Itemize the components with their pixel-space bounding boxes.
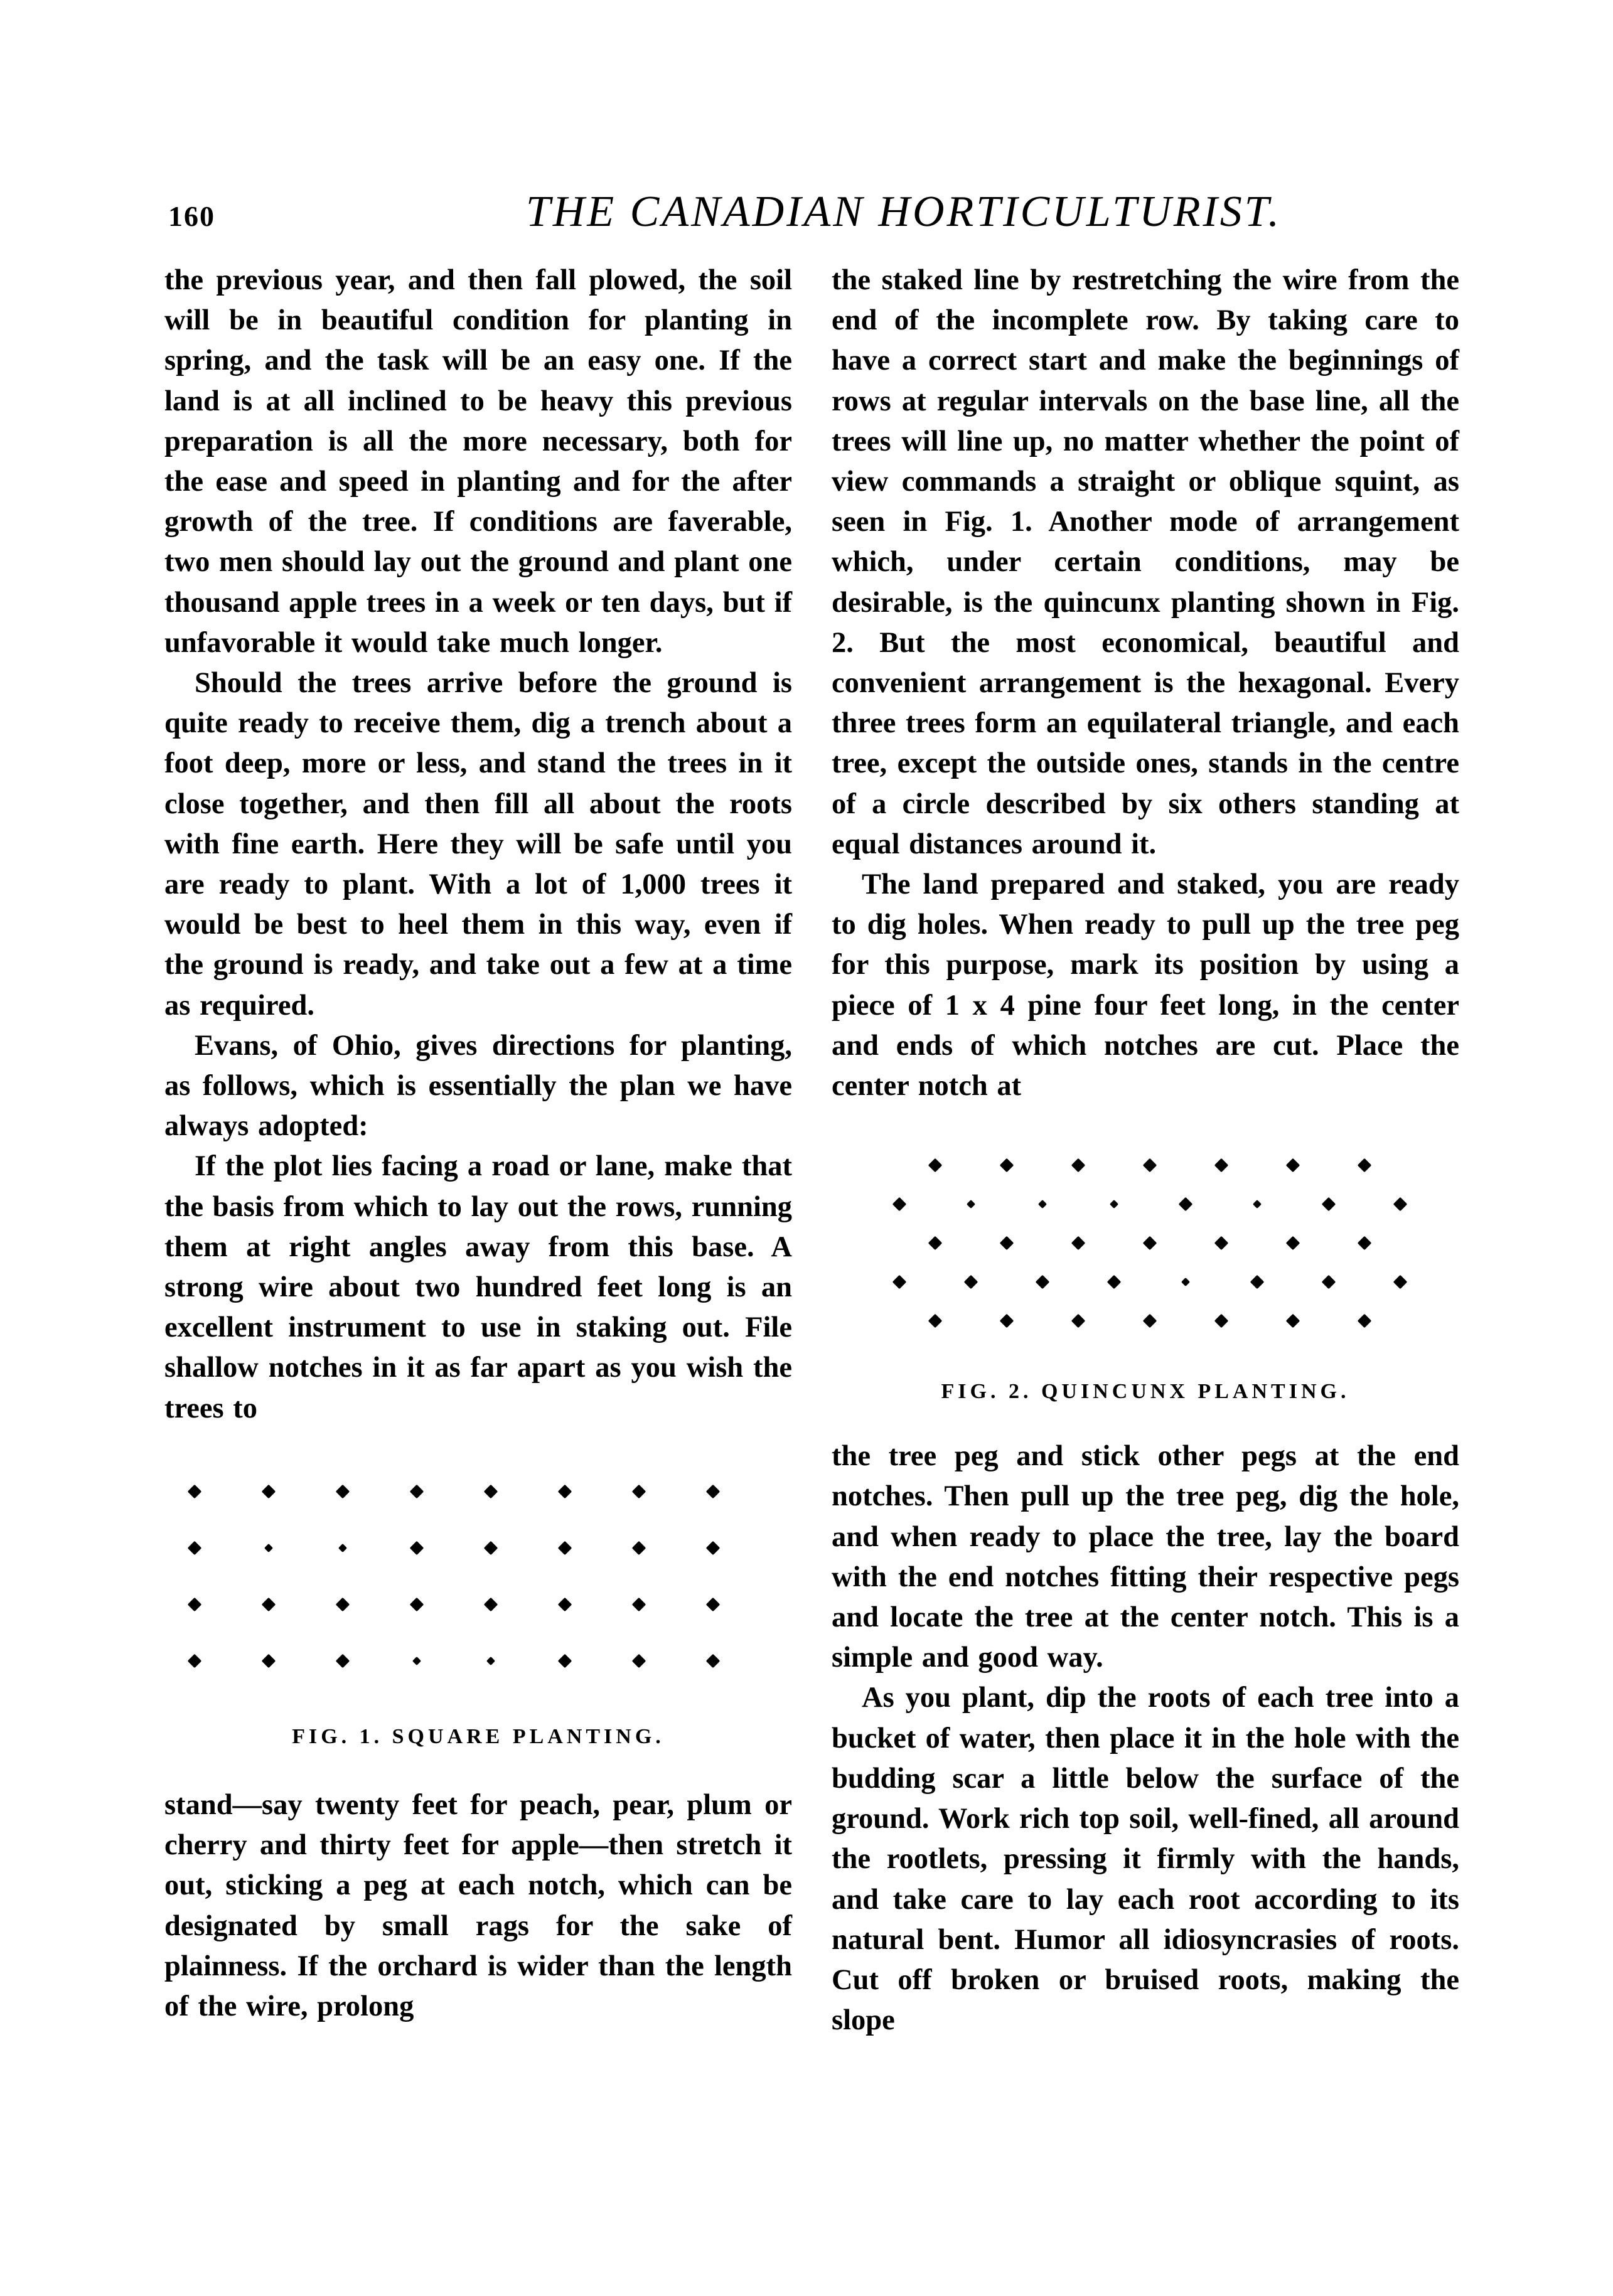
- tree-marker: [1143, 1314, 1157, 1328]
- tree-marker: [336, 1485, 350, 1499]
- paragraph: the staked line by restretching the wire from the end of the incomplete row. By taking care to have a correct start and make the beginnings of rows at regular intervals on the base line, all the trees will line up, no matter whether the point of view commands a straight or oblique squint, as seen in Fig. 1. Another mode of arrangement which, under certain conditions, may be desirable, is the quincunx planting shown in Fig. 2. But the most economical, beautiful and convenient arrangement is the hexagonal. Every three trees form an equilateral triangle, and each tree, except the outside ones, stands in the centre of a circle described by six others standing at equal distances around it.: [832, 264, 1459, 860]
- tree-marker: [262, 1598, 276, 1612]
- tree-marker: [410, 1598, 424, 1612]
- tree-marker: [484, 1541, 498, 1556]
- tree-marker: [486, 1657, 495, 1665]
- tree-marker: [1071, 1158, 1086, 1173]
- tree-marker: [338, 1544, 347, 1552]
- tree-marker: [1179, 1197, 1193, 1212]
- tree-marker: [632, 1598, 646, 1612]
- tree-marker: [706, 1598, 721, 1612]
- tree-marker: [1214, 1158, 1229, 1173]
- tree-marker: [1107, 1275, 1122, 1289]
- tree-marker: [892, 1197, 907, 1212]
- tree-marker: [1393, 1275, 1408, 1289]
- tree-marker: [1143, 1158, 1157, 1173]
- tree-marker: [1000, 1158, 1014, 1173]
- tree-marker: [188, 1541, 202, 1556]
- paragraph: stand—say twenty feet for peach, pear, plum or cherry and thirty feet for apple—then stretch it out, sticking a peg at each notch, which can be designated by small rags for the sake of plainness. If the orchard is wider than the length of the wire, prolong: [164, 1788, 792, 2022]
- tree-marker: [706, 1485, 721, 1499]
- tree-marker: [967, 1200, 975, 1209]
- tree-marker: [1286, 1314, 1300, 1328]
- tree-marker: [262, 1485, 276, 1499]
- paragraph: Evans, of Ohio, gives directions for planting, as follows, which is essentially the plan we have always adopted:: [164, 1029, 792, 1143]
- tree-marker: [262, 1654, 276, 1669]
- tree-marker: [1286, 1158, 1300, 1173]
- figure-caption: FIG. 2. QUINCUNX PLANTING.: [941, 1380, 1350, 1404]
- right-column: [832, 260, 1459, 2041]
- tree-marker: [558, 1654, 572, 1669]
- paragraph: the tree peg and stick other pegs at the end notches. Then pull up the tree peg, dig the hole, and when ready to place the tree, lay the board with the end notches fitting their respective pegs and locate the tree at the center notch. This is a simple and good way.: [832, 1440, 1459, 1674]
- tree-marker: [558, 1598, 572, 1612]
- tree-marker: [892, 1275, 907, 1289]
- tree-marker: [1358, 1236, 1372, 1251]
- tree-marker: [1250, 1275, 1265, 1289]
- tree-marker: [706, 1541, 721, 1556]
- paragraph: Should the trees arrive before the ground is quite ready to receive them, dig a trench about a foot deep, more or less, and stand the trees in it close together, and then fill all about the roots with fine earth. Here they will be safe until you are ready to plant. With a lot of 1,000 trees it would be best to heel them in this way, even if the ground is ready, and take out a few at a time as required.: [164, 667, 792, 1022]
- tree-marker: [188, 1598, 202, 1612]
- paragraph: The land prepared and staked, you are ready to dig holes. When ready to pull up the tree peg for this purpose, mark its position by using a piece of 1 x 4 pine four feet long, in the center and ends of which notches are cut. Place the center notch at: [832, 868, 1459, 1103]
- tree-marker: [264, 1544, 273, 1552]
- paragraph: If the plot lies facing a road or lane, make that the basis from which to lay out the rows, running them at right angles away from this base. A strong wire about two hundred feet long is an excellent instrument to use in staking out. File shallow notches in it as far apart as you wish the trees to: [164, 1150, 792, 1424]
- tree-marker: [706, 1654, 721, 1669]
- figure-caption: FIG. 1. SQUARE PLANTING.: [292, 1724, 665, 1748]
- tree-marker: [412, 1657, 421, 1665]
- tree-marker: [1000, 1314, 1014, 1328]
- tree-marker: [1253, 1200, 1262, 1209]
- tree-marker: [188, 1654, 202, 1669]
- tree-marker: [928, 1314, 943, 1328]
- tree-marker: [1071, 1314, 1086, 1328]
- tree-marker: [410, 1485, 424, 1499]
- tree-marker: [1214, 1236, 1229, 1251]
- tree-marker: [1000, 1236, 1014, 1251]
- quincunx-planting-figure: [832, 1159, 1459, 1404]
- tree-marker: [188, 1485, 202, 1499]
- tree-marker: [1181, 1278, 1190, 1286]
- tree-marker: [558, 1541, 572, 1556]
- tree-marker: [1322, 1197, 1336, 1212]
- tree-marker: [484, 1485, 498, 1499]
- tree-marker: [632, 1541, 646, 1556]
- tree-marker: [1393, 1197, 1408, 1212]
- tree-marker: [1358, 1158, 1372, 1173]
- square-planting-figure: [164, 1485, 792, 1749]
- tree-marker: [410, 1541, 424, 1556]
- running-title: THE CANADIAN HORTICULTURIST.: [525, 188, 1282, 236]
- tree-marker: [1214, 1314, 1229, 1328]
- tree-marker: [964, 1275, 978, 1289]
- tree-marker: [1286, 1236, 1300, 1251]
- tree-marker: [1038, 1200, 1047, 1209]
- tree-marker: [336, 1598, 350, 1612]
- tree-marker: [336, 1654, 350, 1669]
- tree-marker: [1358, 1314, 1372, 1328]
- paragraph: the previous year, and then fall plowed, the soil will be in beautiful condition for planting in spring, and the task will be an easy one. If the land is at all inclined to be heavy this previous preparation is all the more necessary, both for the ease and speed in planting and for the after growth of the tree. If conditions are faverable, two men should lay out the ground and plant one thousand apple trees in a week or ten days, but if unfavorable it would take much longer.: [164, 264, 792, 659]
- tree-marker: [1071, 1236, 1086, 1251]
- page-number: 160: [168, 200, 215, 232]
- tree-marker: [558, 1485, 572, 1499]
- tree-marker: [1143, 1236, 1157, 1251]
- tree-marker: [1322, 1275, 1336, 1289]
- tree-marker: [632, 1485, 646, 1499]
- tree-marker: [1110, 1200, 1118, 1209]
- tree-marker: [484, 1598, 498, 1612]
- left-column: [164, 260, 792, 2027]
- tree-marker: [632, 1654, 646, 1669]
- tree-marker: [1036, 1275, 1050, 1289]
- paragraph: As you plant, dip the roots of each tree into a bucket of water, then place it in the hole with the budding scar a little below the surface of the ground. Work rich top soil, well-fined, all around the rootlets, pressing it firmly with the hands, and take care to lay each root according to its natural bent. Humor all idiosyncrasies of roots. Cut off broken or bruised roots, making the slope: [832, 1682, 1459, 2037]
- tree-marker: [928, 1236, 943, 1251]
- tree-marker: [928, 1158, 943, 1173]
